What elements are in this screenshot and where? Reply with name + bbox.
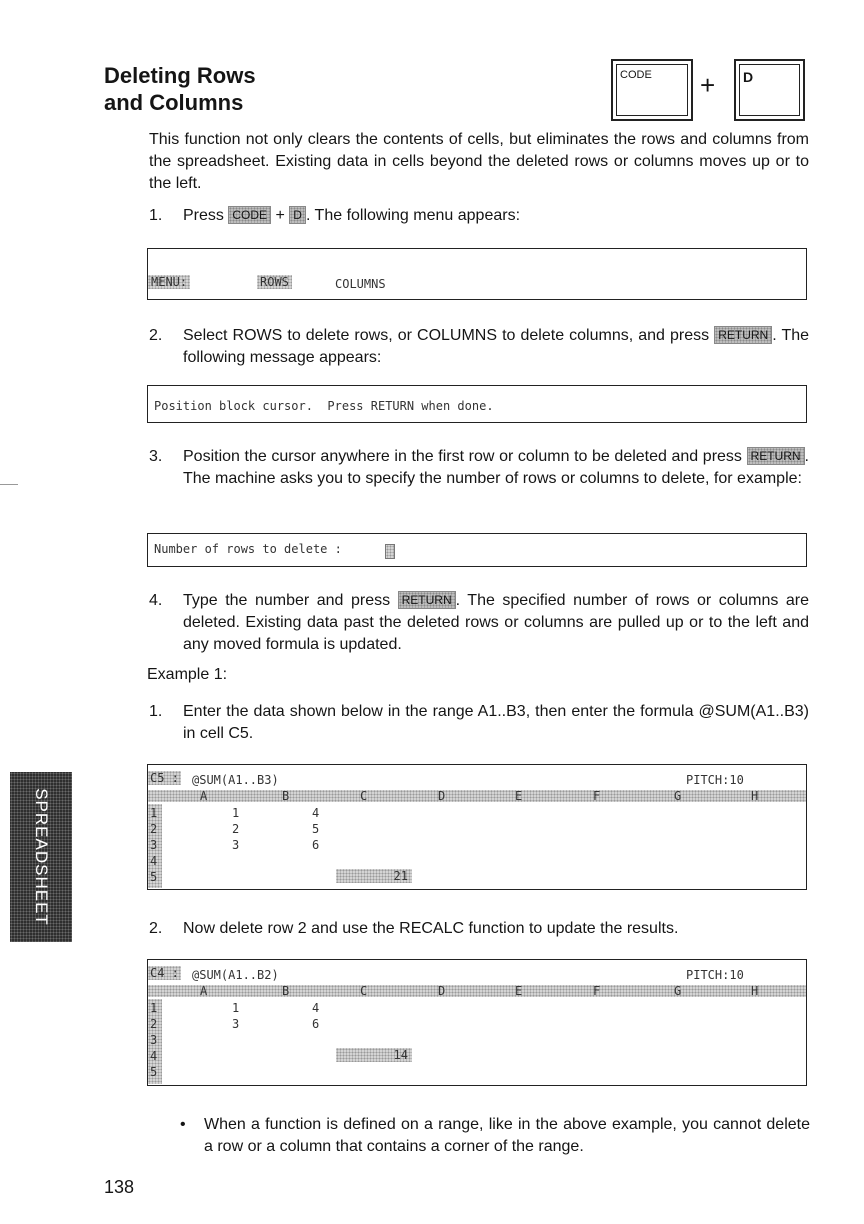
cell-b2[interactable]: 6 <box>312 1017 320 1031</box>
plus-text: + <box>275 207 285 224</box>
column-header[interactable]: G <box>674 984 682 998</box>
column-header[interactable]: D <box>438 984 446 998</box>
menu-option-columns[interactable]: COLUMNS <box>335 277 386 291</box>
message-text: Position block cursor. Press RETURN when done. <box>154 399 494 413</box>
cell-b1[interactable]: 4 <box>312 1001 320 1015</box>
section-side-tab <box>10 772 72 942</box>
column-header-bar <box>148 985 806 997</box>
row-header[interactable]: 1 <box>150 1001 158 1015</box>
column-header[interactable]: A <box>200 984 208 998</box>
step-number: 1. <box>149 207 163 224</box>
cell-a3[interactable]: 3 <box>232 838 240 852</box>
prompt-text: Number of rows to delete : <box>154 542 350 556</box>
step-number: 2. <box>149 327 163 344</box>
pitch-indicator: PITCH:10 <box>686 968 744 982</box>
page-number: 138 <box>104 1177 135 1197</box>
step-text: . The machine asks you to specify the number of rows or columns to delete, for example: <box>183 448 809 487</box>
step-number: 3. <box>149 448 163 465</box>
row-header[interactable]: 5 <box>150 870 158 884</box>
input-cursor[interactable] <box>385 544 395 559</box>
d-key: D <box>289 206 306 224</box>
formula-bar[interactable]: @SUM(A1..B2) <box>192 968 279 982</box>
side-tab-label: SPREADSHEET <box>32 788 51 926</box>
d-keycap <box>734 59 805 121</box>
row-header[interactable]: 4 <box>150 1049 158 1063</box>
column-header[interactable]: C <box>360 789 368 803</box>
cell-b3[interactable]: 6 <box>312 838 320 852</box>
menu-screen <box>147 248 807 300</box>
cell-c5-result[interactable]: 21 <box>336 869 412 883</box>
formula-bar[interactable]: @SUM(A1..B3) <box>192 773 279 787</box>
pitch-indicator: PITCH:10 <box>686 773 744 787</box>
column-header[interactable]: F <box>593 984 601 998</box>
cell-reference: C5 : <box>150 771 179 785</box>
cell-a2[interactable]: 2 <box>232 822 240 836</box>
step-number: 4. <box>149 592 163 609</box>
row-header[interactable]: 2 <box>150 1017 158 1031</box>
cell-a1[interactable]: 1 <box>232 806 240 820</box>
column-header[interactable]: A <box>200 789 208 803</box>
column-header[interactable]: C <box>360 984 368 998</box>
step-text: . The specified number of rows or columns are deleted. Existing data past the deleted rows or columns are pulled up or to the left and any moved formula is updated. <box>183 592 809 653</box>
step-text: Select ROWS to delete rows, or COLUMNS to delete columns, and press <box>183 327 710 344</box>
column-header[interactable]: D <box>438 789 446 803</box>
title-line-1: Deleting Rows <box>104 63 256 88</box>
return-key: RETURN <box>398 591 456 609</box>
spreadsheet-2 <box>147 959 807 1086</box>
step-text: . The following menu appears: <box>305 207 521 224</box>
step-text: Press <box>183 207 224 224</box>
column-header[interactable]: B <box>282 984 290 998</box>
step-text: Position the cursor anywhere in the first row or column to be deleted and press <box>183 448 742 465</box>
row-header[interactable]: 1 <box>150 806 158 820</box>
code-key: CODE <box>228 206 271 224</box>
row-header[interactable]: 3 <box>150 838 158 852</box>
example-heading: Example 1: <box>147 666 228 683</box>
note-text: When a function is defined on a range, like in the above example, you cannot delete a row or a column that contains a corner of the range. <box>204 1116 810 1155</box>
intro-paragraph: This function not only clears the contents of cells, but eliminates the rows and columns from the spreadsheet. Existing data in cells beyond the deleted rows or columns moves up or to the left. <box>149 131 809 192</box>
row-header[interactable]: 2 <box>150 822 158 836</box>
column-header[interactable]: B <box>282 789 290 803</box>
title-line-2: and Columns <box>104 90 244 115</box>
column-header[interactable]: G <box>674 789 682 803</box>
column-header-bar <box>148 790 806 802</box>
code-key-label: CODE <box>616 64 688 116</box>
margin-mark <box>0 484 18 485</box>
step-number: 1. <box>149 703 163 720</box>
cell-reference: C4 : <box>150 966 179 980</box>
section-title <box>104 62 256 116</box>
return-key: RETURN <box>747 447 805 465</box>
column-header[interactable]: E <box>515 789 523 803</box>
menu-label: MENU: <box>148 275 190 289</box>
column-header[interactable]: E <box>515 984 523 998</box>
row-header[interactable]: 3 <box>150 1033 158 1047</box>
menu-option-rows[interactable]: ROWS <box>257 275 292 289</box>
column-header[interactable]: H <box>751 789 759 803</box>
plus-sign: + <box>700 70 716 100</box>
cell-b1[interactable]: 4 <box>312 806 320 820</box>
code-keycap <box>611 59 693 121</box>
message-screen-1 <box>147 385 807 423</box>
step-text: . The following message appears: <box>183 327 810 366</box>
column-header[interactable]: F <box>593 789 601 803</box>
cell-b2[interactable]: 5 <box>312 822 320 836</box>
return-key: RETURN <box>714 326 772 344</box>
row-header[interactable]: 4 <box>150 854 158 868</box>
column-header[interactable]: H <box>751 984 759 998</box>
spreadsheet-1 <box>147 764 807 890</box>
message-screen-2 <box>147 533 807 567</box>
step-text: Enter the data shown below in the range A1..B3, then enter the formula @SUM(A1..B3) in cell C5. <box>183 703 809 742</box>
step-number: 2. <box>149 920 163 937</box>
step-text: Type the number and press <box>183 592 391 609</box>
bullet-icon: • <box>180 1116 186 1133</box>
step-text: Now delete row 2 and use the RECALC function to update the results. <box>183 920 679 937</box>
cell-a1[interactable]: 1 <box>232 1001 240 1015</box>
d-key-label: D <box>739 64 800 116</box>
cell-c4-result[interactable]: 14 <box>336 1048 412 1062</box>
row-header[interactable]: 5 <box>150 1065 158 1079</box>
cell-a2[interactable]: 3 <box>232 1017 240 1031</box>
